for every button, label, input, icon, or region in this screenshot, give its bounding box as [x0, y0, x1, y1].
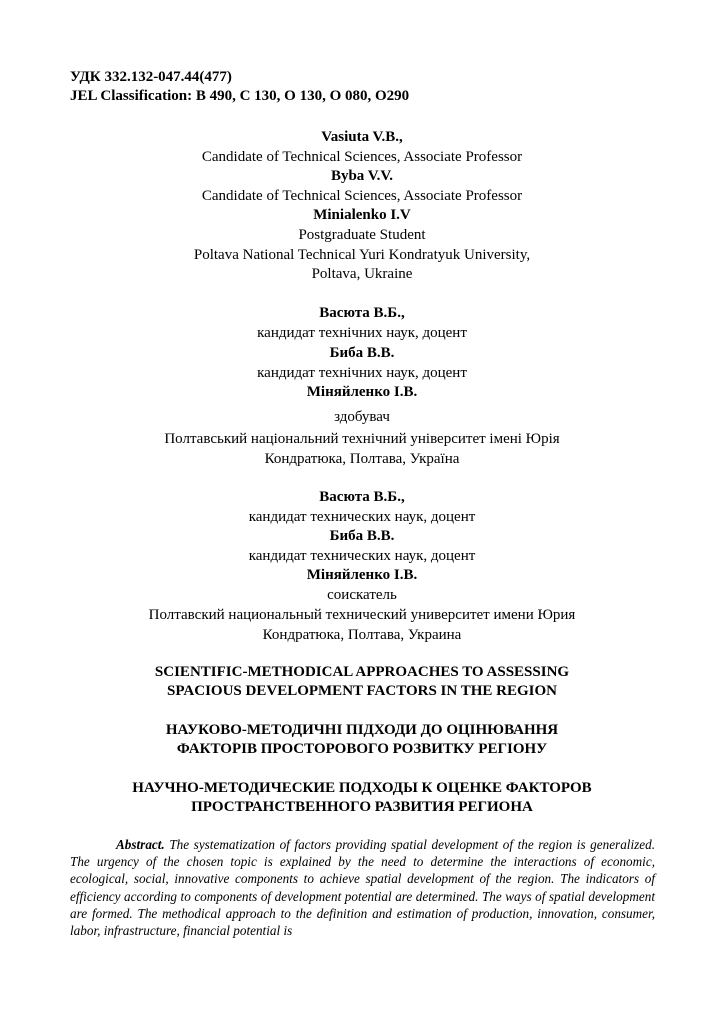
- author-ru-1-name: Васюта В.Б.,: [319, 489, 405, 505]
- author-ru-1-title: кандидат технических наук, доцент: [248, 509, 476, 525]
- author-ru-3-title: соискатель: [327, 587, 397, 603]
- affiliation-en-line-2: Poltava, Ukraine: [311, 266, 413, 282]
- author-en-3-title: Postgraduate Student: [298, 227, 426, 243]
- author-en-2-name: Byba V.V.: [330, 168, 394, 184]
- title-en-line-2: SPACIOUS DEVELOPMENT FACTORS IN THE REGION: [167, 683, 557, 699]
- author-en-2-title: Candidate of Technical Sciences, Associate Professor: [201, 188, 523, 204]
- affiliation-en-line-1: Poltava National Technical Yuri Kondratyuk University,: [193, 247, 531, 263]
- abstract-label: Abstract.: [116, 837, 165, 852]
- affiliation-uk-line-1: Полтавський національний технічний університет імені Юрія: [164, 431, 560, 447]
- affiliation-ru-line-1: Полтавский национальный технический университет имени Юрия: [148, 607, 576, 623]
- title-uk-line-2: ФАКТОРІВ ПРОСТОРОВОГО РОЗВИТКУ РЕГІОНУ: [176, 741, 548, 757]
- title-ru-line-1: НАУЧНО-МЕТОДИЧЕСКИЕ ПОДХОДЫ К ОЦЕНКЕ ФАКТОРОВ: [132, 780, 592, 796]
- author-uk-2-title: кандидат технічних наук, доцент: [257, 365, 467, 381]
- author-uk-3-title: здобувач: [334, 409, 390, 425]
- title-en-line-1: SCIENTIFIC-METHODICAL APPROACHES TO ASSESSING: [154, 664, 570, 680]
- affiliation-uk-line-2: Кондратюка, Полтава, Україна: [264, 451, 460, 467]
- author-uk-1-title: кандидат технічних наук, доцент: [257, 325, 467, 341]
- author-uk-1-name: Васюта В.Б.,: [319, 305, 405, 321]
- author-ru-2-title: кандидат технических наук, доцент: [248, 548, 476, 564]
- identifiers-block: [70, 68, 409, 106]
- author-uk-3-name: Міняйленко І.В.: [306, 384, 418, 400]
- title-ru-line-2: ПРОСТРАНСТВЕННОГО РАЗВИТИЯ РЕГИОНА: [191, 799, 533, 815]
- author-ru-3-name: Міняйленко І.В.: [306, 567, 418, 583]
- title-en: [0, 663, 724, 701]
- jel-classification: JEL Classification: B 490, C 130, O 130, O 080, O290: [70, 88, 410, 104]
- udc-code: УДК 332.132-047.44(477): [70, 69, 232, 85]
- abstract-text: The systematization of factors providing spatial development of the region is generalized. The urgency of the chosen topic is explained by the need to determine the interactions of economic, ecological, social, innovative components to achieve spatial development of the region. The indicators of efficiency according to components of development potential are determined. The ways of spatial development are formed. The methodical approach to the definition and estimation of production, innovation, consumer, labor, infrastructure, financial potential is: [70, 837, 655, 939]
- author-en-1-title: Candidate of Technical Sciences, Associate Professor: [201, 149, 523, 165]
- author-en-1-name: Vasiuta V.B.,: [321, 129, 403, 145]
- title-uk: [0, 721, 724, 759]
- author-ru-2-name: Биба В.В.: [329, 528, 395, 544]
- title-uk-line-1: НАУКОВО-МЕТОДИЧНІ ПІДХОДИ ДО ОЦІНЮВАННЯ: [165, 722, 559, 738]
- affiliation-ru-line-2: Кондратюка, Полтава, Украина: [262, 627, 462, 643]
- abstract-paragraph: [70, 836, 655, 939]
- author-en-3-name: Minialenko I.V: [313, 207, 411, 223]
- author-uk-2-name: Биба В.В.: [329, 345, 395, 361]
- title-ru: [0, 779, 724, 817]
